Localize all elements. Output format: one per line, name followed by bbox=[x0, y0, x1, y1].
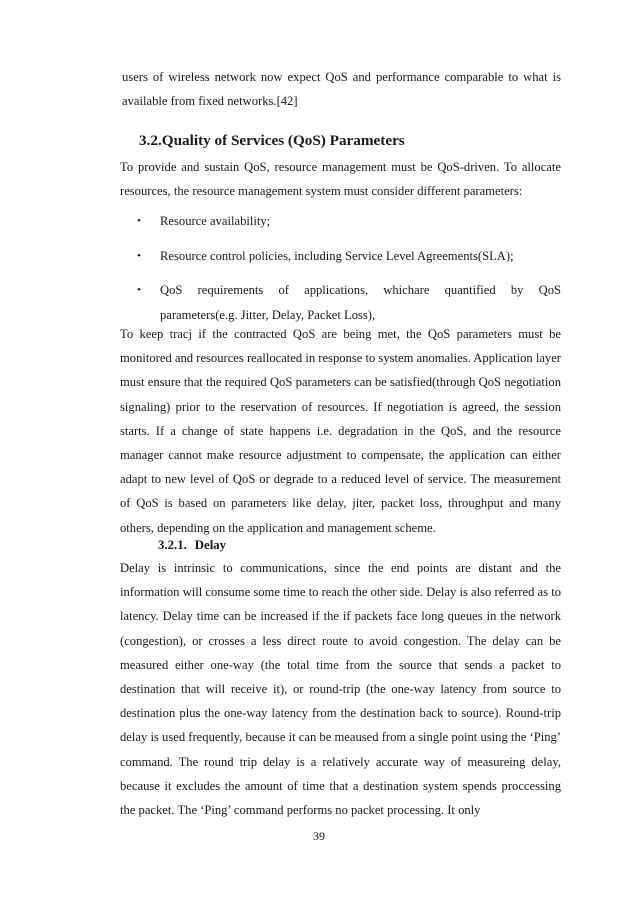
list-item bbox=[120, 244, 561, 268]
list-item-label-line-2: parameters(e.g. Jitter, Delay, Packet Loss), bbox=[160, 307, 376, 322]
page-number: 39 bbox=[313, 829, 325, 843]
bullet-icon: • bbox=[137, 249, 141, 262]
subsection-paragraph: Delay is intrinsic to communications, since the end points are distant and the information will consume some time to reach the other side. Delay is also referred as to latency. Delay time can be increased if the if packets face long queues in the network (congestion), or crosses a less direct route to avoid congestion. The delay can be measured either one-way (the total time from the source that sends a packet to destination that will receive it), or round-trip (the one-way latency from source to destination plus the one-way latency from the destination back to source). Round-trip delay is used frequently, because it can be meaused from a single point using the ‘Ping’ command. The round trip delay is a relatively accurate way of measureing delay, because it excludes the amount of time that a destination system spends proccessing the packet. The ‘Ping’ command performs no packet processing. It only bbox=[120, 561, 561, 818]
section-heading: 3.2.Quality of Services (QoS) Parameters bbox=[139, 132, 405, 149]
section-paragraph-1: To provide and sustain QoS, resource management must be QoS-driven. To allocate resources, the resource management system must consider different parameters: bbox=[120, 160, 561, 199]
bullet-icon: • bbox=[137, 215, 141, 227]
section-paragraph-2: To keep tracj if the contracted QoS are being met, the QoS parameters must be monitored and resources reallocated in response to system anomalies. Application layer must ensure that the required QoS parameters can be satisfied(through QoS negotiation signaling) prior to the reservation of resources. If negotiation is agreed, the session starts. If a change of state happens i.e. degradation in the QoS, and the resource manager cannot make resource adjustment to compensate, the application can either adapt to new level of QoS or degrade to a reduced level of service. The measurement of QoS is based on parameters like delay, jiter, packet loss, throughput and many others, depending on the application and management scheme. bbox=[120, 327, 561, 535]
subsection-title: Delay bbox=[194, 538, 227, 552]
list-item bbox=[120, 209, 561, 233]
parameter-list bbox=[120, 209, 561, 337]
bullet-icon: • bbox=[137, 284, 141, 297]
list-item-label: Resource availability; bbox=[160, 214, 271, 228]
list-item-label: Resource control policies, including Service Level Agreements(SLA); bbox=[160, 248, 514, 263]
list-item-label-line-1: QoS requirements of applications, whichare quantified by QoS bbox=[160, 283, 561, 298]
subsection-heading bbox=[158, 536, 226, 554]
subsection-number: 3.2.1. bbox=[158, 538, 187, 552]
list-item bbox=[120, 278, 561, 326]
intro-paragraph: users of wireless network now expect QoS and performance comparable to what is available from fixed networks.[42] bbox=[122, 70, 561, 109]
